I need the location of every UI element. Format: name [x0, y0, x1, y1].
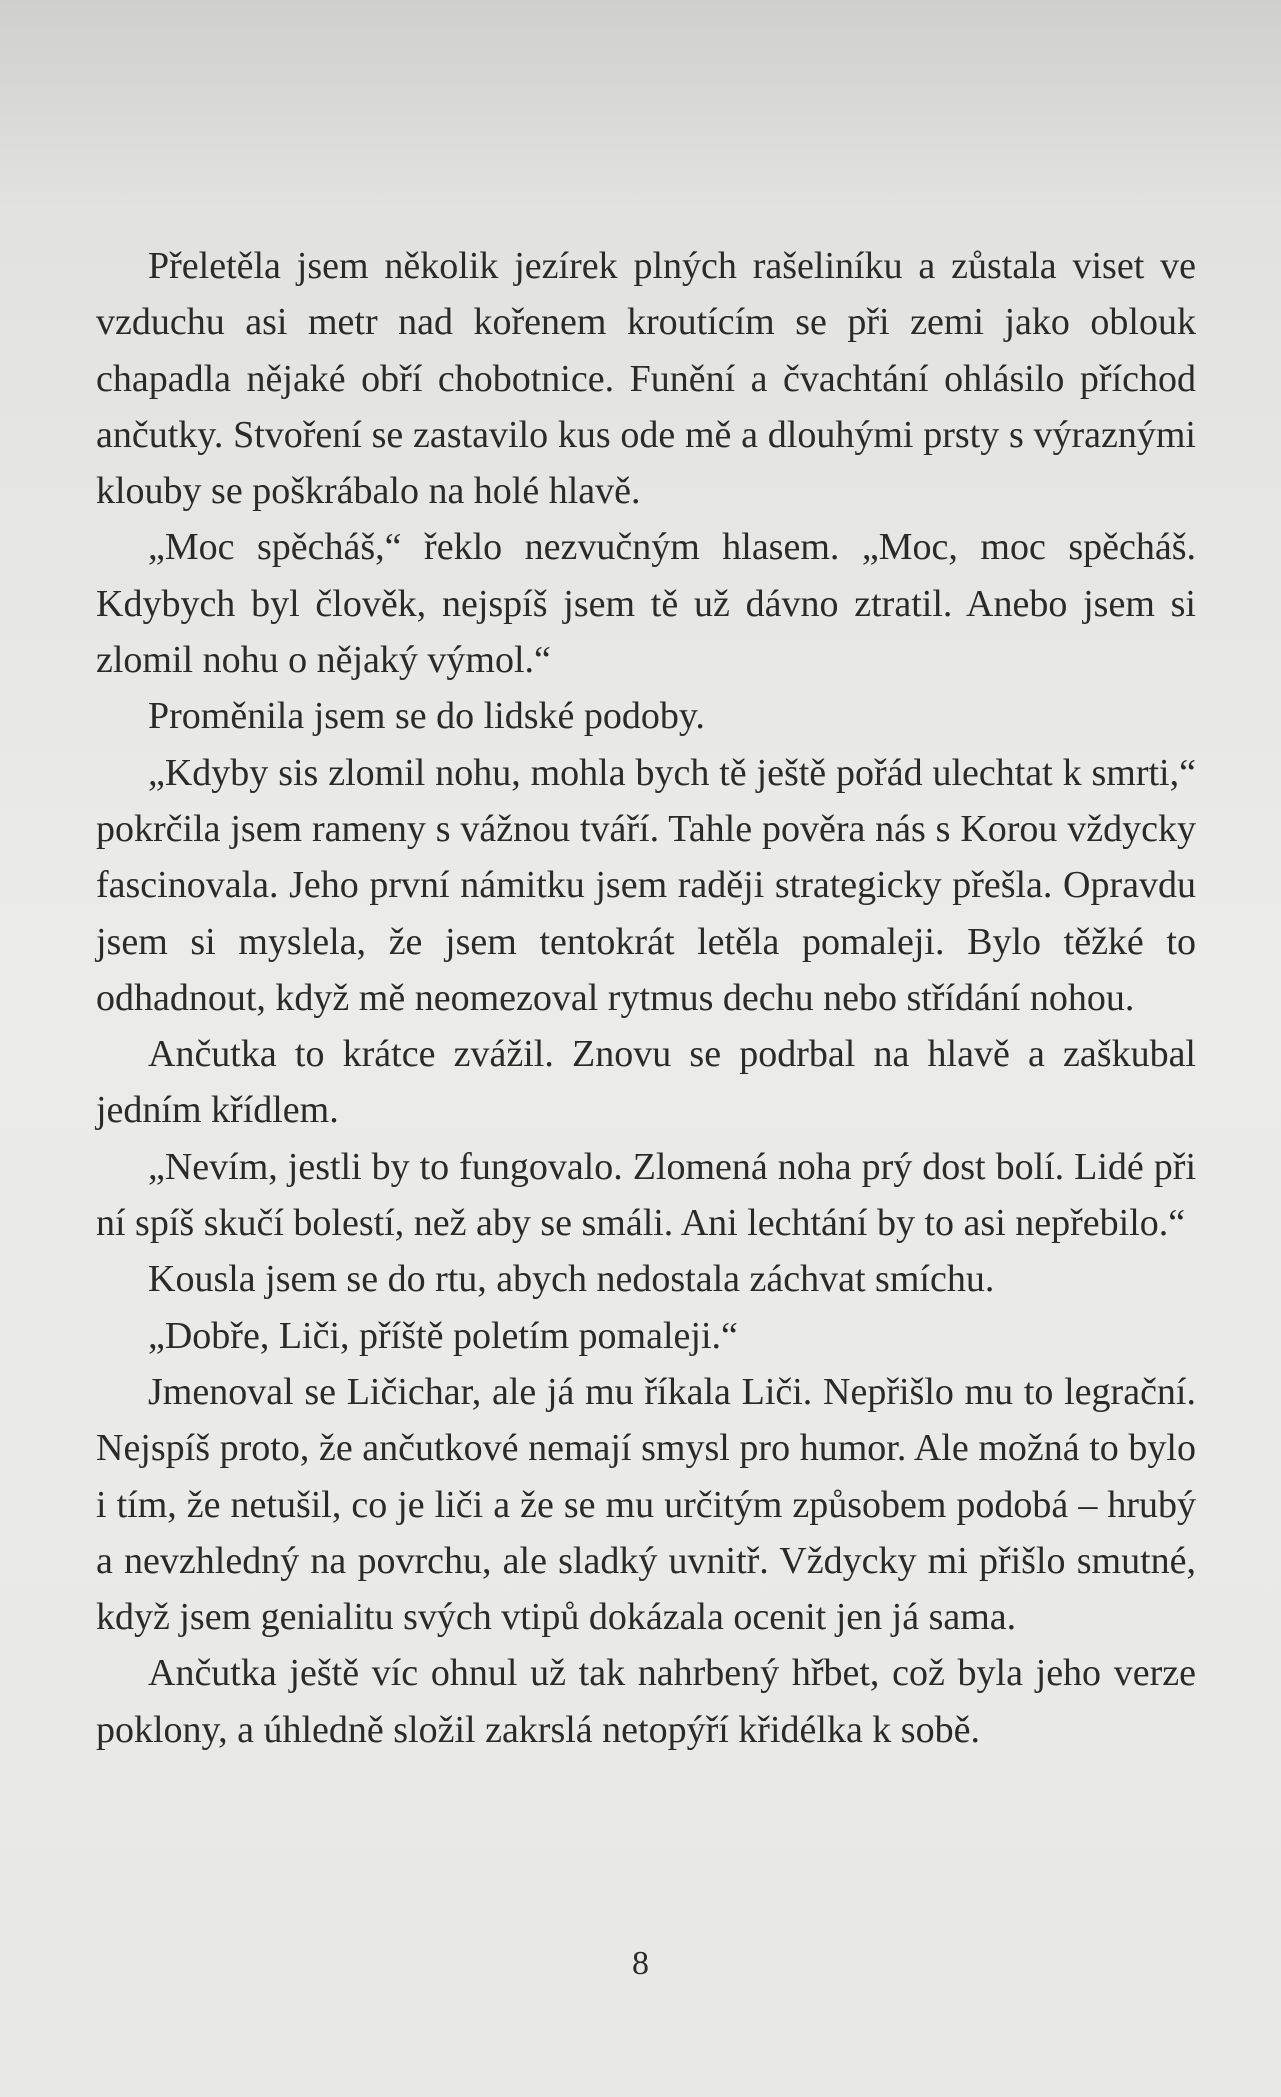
body-text — [96, 238, 1196, 1758]
paragraph: Proměnila jsem se do lidské podoby. — [148, 695, 705, 738]
paragraph: Ančutka to krátce zvážil. Znovu se podrbal na hlavě a zaškubal jedním křídlem. — [96, 1033, 1196, 1132]
paragraph: Ančutka ještě víc ohnul už tak nahrbený hřbet, což byla jeho verze poklony, a úhledně složil zakrslá netopýří křidélka k sobě. — [96, 1652, 1196, 1751]
paragraph: „Nevím, jestli by to fungovalo. Zlomená noha prý dost bolí. Lidé při ní spíš skučí bolestí, než aby se smáli. Ani lechtání by to asi nepřebilo.“ — [96, 1145, 1196, 1245]
paragraph: Jmenoval se Ličichar, ale já mu říkala Liči. Nepřišlo mu to legrační. Nejspíš proto, že ančutkové nemají smysl pro humor. Ale možná to bylo i tím, že netušil, co je liči a že se mu určitým způsobem podobá – hrubý a nevzhledný na povrchu, ale sladký uvnitř. Vždycky mi přišlo smutné, když jsem genialitu svých vtipů dokázala ocenit jen já sama. — [96, 1370, 1196, 1639]
paragraph: „Dobře, Liči, příště poletím pomaleji.“ — [148, 1314, 738, 1357]
paragraph: „Moc spěcháš,“ řeklo nezvučným hlasem. „Moc, moc spěcháš. Kdybych byl člověk, nejspíš jsem tě už dávno ztratil. Anebo jsem si zlomil nohu o nějaký výmol.“ — [96, 526, 1196, 682]
page-number: 8 — [632, 1945, 649, 1982]
paragraph: Kousla jsem se do rtu, abych nedostala záchvat smíchu. — [148, 1258, 995, 1301]
paragraph: „Kdyby sis zlomil nohu, mohla bych tě ještě pořád ulechtat k smrti,“ pokrčila jsem rameny s vážnou tváří. Tahle pověra nás s Korou vždycky fascinovala. Jeho první námitku jsem raději strategicky přešla. Opravdu jsem si myslela, že jsem tentokrát letěla pomaleji. Bylo těžké to odhadnout, když mě neomezoval rytmus dechu nebo střídání nohou. — [96, 751, 1196, 1019]
paragraph: Přeletěla jsem několik jezírek plných rašeliníku a zůstala viset ve vzduchu asi metr nad kořenem kroutícím se při zemi jako oblouk chapadla nějaké obří chobotnice. Funění a čvachtání ohlásilo příchod ančutky. Stvoření se zastavilo kus ode mě a dlouhými prsty s výraznými klouby se poškrábalo na holé hlavě. — [96, 245, 1196, 513]
